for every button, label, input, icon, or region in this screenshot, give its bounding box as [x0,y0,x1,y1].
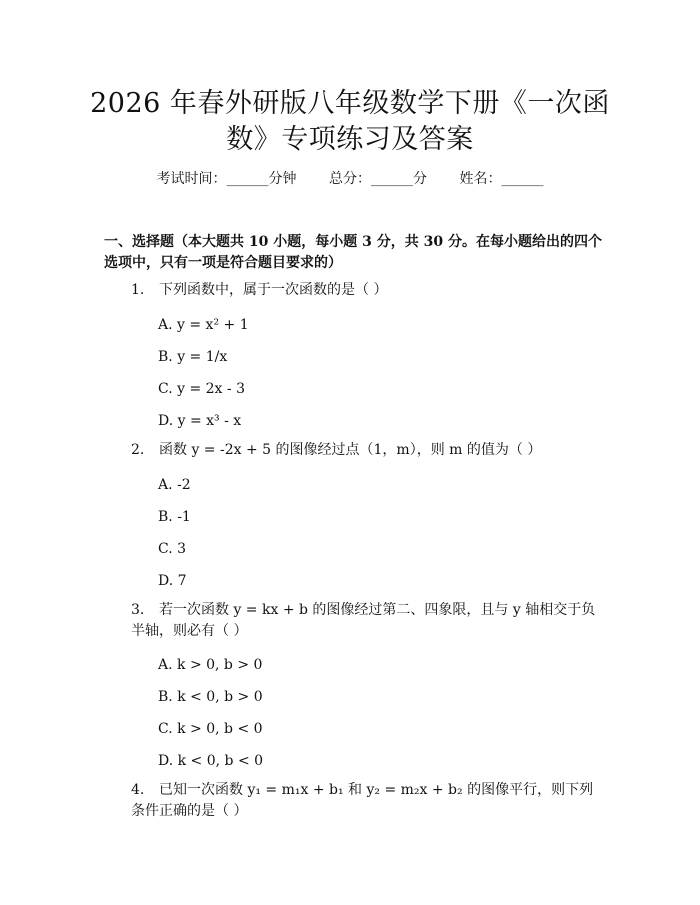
option-2d: D. 7 [158,573,187,589]
title-line-2: 数》专项练习及答案 [226,124,474,155]
question-2 [131,440,541,461]
document-title [0,86,700,158]
option-1c: C. y = 2x - 3 [158,381,245,397]
question-text: 函数 y = -2x + 5 的图像经过点（1，m），则 m 的值为（ ） [159,442,542,458]
option-1d: D. y = x³ - x [158,413,242,429]
exam-time: 考试时间：______分钟 [156,171,297,187]
question-number: 2. [131,442,145,458]
option-3c: C. k > 0, b < 0 [158,721,263,737]
section-header: 一、选择题（本大题共 10 小题，每小题 3 分，共 30 分。在每小题给出的四个选项中，只有一项是符合题目要求的） [104,234,602,271]
question-1 [131,280,387,301]
question-text: 若一次函数 y = kx + b 的图像经过第二、四象限，且与 y 轴相交于负半轴，则必有（ ） [131,602,596,639]
title-line-1: 2026 年春外研版八年级数学下册《一次函 [90,88,610,119]
option-3a: A. k > 0, b > 0 [158,657,263,673]
option-2b: B. -1 [158,509,191,525]
option-3d: D. k < 0, b < 0 [158,753,264,769]
option-1a: A. y = x² + 1 [158,317,249,333]
question-number: 1. [131,282,145,298]
exam-score: 总分：______分 [329,171,427,187]
question-text: 下列函数中，属于一次函数的是（ ） [159,282,388,298]
question-number: 4. [131,782,145,798]
exam-info [0,170,700,188]
option-1b: B. y = 1/x [158,349,228,365]
question-number: 3. [131,602,145,618]
question-4 [131,780,601,822]
option-2c: C. 3 [158,541,187,557]
question-3 [131,600,601,642]
option-3b: B. k < 0, b > 0 [158,689,263,705]
option-2a: A. -2 [158,477,191,493]
question-text: 已知一次函数 y₁ = m₁x + b₁ 和 y₂ = m₂x + b₂ 的图像平行，则下列条件正确的是（ ） [131,782,594,819]
student-name: 姓名：______ [459,171,544,187]
